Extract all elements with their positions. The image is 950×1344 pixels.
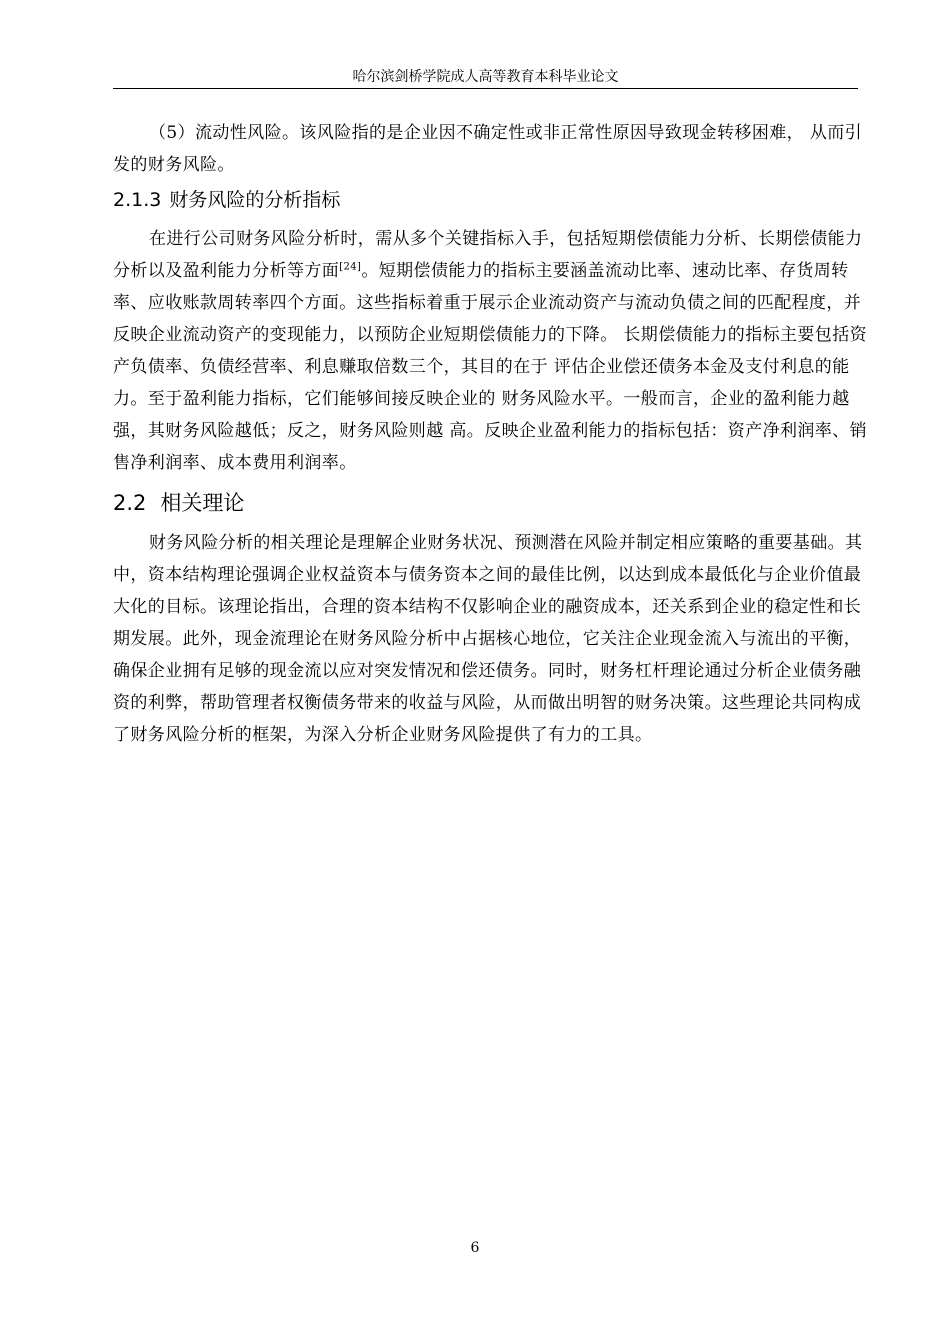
heading-2-2 [113, 487, 868, 519]
paragraph-analysis-indicators [113, 223, 868, 479]
paragraph-liquidity-risk: （5）流动性风险。该风险指的是企业因不确定性或非正常性原因导致现金转移困难， 从而引发的财务风险。 [113, 123, 863, 175]
page-number: 6 [470, 1240, 480, 1256]
heading-number: 2.2 [113, 491, 147, 515]
heading-title: 财务风险的分析指标 [169, 189, 341, 211]
paragraph-text-part2: 。短期偿债能力的指标主要涵盖流动比率、速动比率、存货周转率、应收账款周转率四个方面。这些指标着重于展示企业流动资产与流动负债之间的匹配程度，并反映企业流动资产的变现能力，以预防企业短期偿债能力的下降。 长期偿债能力的指标主要包括资产负债率、负债经营率、利息赚取倍数三个，其目的在于 评估企业偿还债务本金及支付利息的能力。至于盈利能力指标，它们能够间接反映企业的 财务风险水平。一般而言，企业的盈利能力越强，其财务风险越低；反之，财务风险则越 高。反映企业盈利能力的指标包括：资产净利润率、销售净利润率、成本费用利润率。 [113, 261, 868, 473]
header-rule [113, 88, 858, 89]
paragraph-related-theory: 财务风险分析的相关理论是理解企业财务状况、预测潜在风险并制定相应策略的重要基础。其中，资本结构理论强调企业权益资本与债务资本之间的最佳比例，以达到成本最低化与企业价值最大化的目标。该理论指出，合理的资本结构不仅影响企业的融资成本，还关系到企业的稳定性和长期发展。此外，现金流理论在财务风险分析中占据核心地位，它关注企业现金流入与流出的平衡，确保企业拥有足够的现金流以应对突发情况和偿还债务。同时，财务杠杆理论通过分析企业债务融资的利弊，帮助管理者权衡债务带来的收益与风险，从而做出明智的财务决策。这些理论共同构成了财务风险分析的框架，为深入分析企业财务风险提供了有力的工具。 [113, 533, 863, 745]
heading-2-1-3 [113, 186, 868, 214]
heading-title: 相关理论 [160, 491, 245, 515]
paragraph-text-part1: 在进行公司财务风险分析时，需从多个关键指标入手，包括短期偿债能力分析、长期偿债能力分析以及盈利能力分析等方面 [113, 229, 863, 281]
page-header: 哈尔滨剑桥学院成人高等教育本科毕业论文 [352, 69, 619, 85]
citation: [24] [339, 261, 362, 273]
heading-number: 2.1.3 [113, 189, 162, 211]
document-body [113, 117, 868, 751]
